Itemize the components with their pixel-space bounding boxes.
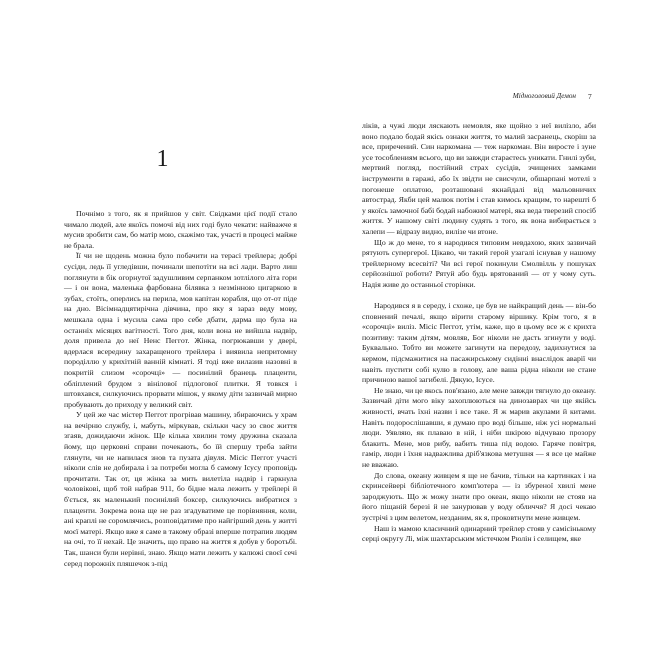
paragraph: Її чи не щодень можна було побачити на терасі трейлера; добрі сусіди, ледь її угледівши, починали шепотіти на всі лади. Варто лиш поглянути в бік огорнутої задушливим серпанком зотлілого літа гори — і он вона, маленька фарбована білявка з незмінною цигаркою в зубах, стоїть, оперлись на перила, мов капітан корабля, що от-от піде на дно. Вісімнадцятирічна дівчина, про яку я зараз веду мову, мешкала одна і мусила сама про себе дбати, дарма що була на останніх місяцях вагітності. Того дня, коли вона не вийшла надвір, доля привела до неї Ненс Пеггот. Жінка, погрюкавши у двері, вдерлася всередину захаращеного трейлера і виявила непритомну породіллю у крихітній ванній кімнаті. Я тоді вже вилазив назовні в покритій слизом «сорочці» — посинілий бранець плаценти, обліплений брудом з вінілової підлогової плитки. Я товкся і штовхався, силкуючись прорвати мішок, у якому діти зазвичай мирно пробувають до приходу у великий світ. (64, 251, 297, 409)
paragraph: ліків, а чужі люди ляскають немовля, яке щойно з неї вилізло, аби воно подало бодай якісь ознаки життя, то малий засранець, скоріш за все, приречений. Син наркомана — теж наркоман. Він виросте і зуне усе тособлениям всього, що ви завжди стараєтесь уникати. Гнилі зуби, мертвий погляд, постійний страх сусідів, зчищених замками інструменти в гаражі, або їх звідти не свисчули, обшарпані мотелі з погонеше оплатою, розташовані якнайдалі від мальовничих автострад. Якби цей малюк потім і став кимось кращим, то нарешті б у якоїсь замочної бабі бодай набожної матері, яка веда тверезий спосіб життя. У нашому світі людину судять з того, як вона вибирається з халепи — відразу видно, вилізе чи втоне. (362, 121, 596, 236)
right-page-body (362, 121, 596, 545)
paragraph: Наш із мамою класичний одинарний трейлер стояв у самісінькому серці округу Лі, між шахтарським містечком Рюлін і селищем, яке (362, 523, 596, 544)
left-page-body (64, 209, 297, 569)
paragraph: Не знаю, чи це якось пов'язано, але мене завжди тягнуло до океану. Зазвичай діти мого віку захоплюються на динозаврах чи ще якійсь живності, вчать їхні назви і все таке. Я ж марив акулами й китами. Навіть подорослішавши, я думаю про воді більше, ніж усі нормальні люди. Уявляю, як плаваю в ній, і ніби шкірою відчуваю прозору блакить. Мене, мов рибу, вабить тиша під водою. Гаряче повітря, гамір, люди і їхня надважлива дріб'язкова метушня — я все це майже не вважаю. (362, 385, 596, 469)
paragraph: У цей же час містер Пеггот прогрівав машину, збираючись у храм на вечірню службу, і, мабуть, міркував, скільки часу зо своє життя згаяв, дожидаючи жінок. Ще кілька хвилин тому дружина сказала йому, що церковні справи почекають, бо їй спершу треба зайти глянути, чи не напилася знов та пузата дівуля. Місіс Пеггот участі ніколи слів не добирала і за потреби могла б самому Ісусу проповідь прочитати. Так от, ця жінка за мить вилетіла надвір і гаркнула чоловікові, щоб той набрав 911, бо бідне мала лежить у трейлері й б'ється, як маленький посинілий боксер, силкуючись вибратися з плаценти. Зокрема вона ще не раз згадуватиме це порівняння, коли, ані краплі не соромлячись, розповідатиме про найгірший день у житті моєї матері. Якщо вже я саме в такому образі вперше потрапив людям на очі, то її нехай. Це значить, що право на життя я добув у боротьбі. Так, шанси були нерівні, знаю. Якщо мати лежить у калюжі своєї сечі серед порожніх пляшечок з-під (64, 410, 297, 568)
chapter-number: 1 (156, 146, 169, 172)
running-head: Мідноголовий Демон (512, 92, 576, 100)
paragraph: Що ж до мене, то я народився типовим невдахою, яких зазвичай рятують супергерої. Цікаво, чи такий герой узагалі існував у нашому трейлерному всесвіті? Чи всі герої покинули Смолвілль у пошуках серйознішої роботи? Рятуй або будь врятований — от у чому суть. Надія живе до останньої сторінки. (362, 237, 596, 289)
paragraph: Народився я в середу, і схоже, це був не найкращий день — він-бо сповнений печалі, якщо вірити старому віршику. Крім того, я в «сорочці» виліз. Місіс Пеггот, утім, каже, що в цьому все ж є крихта позитиву: таким дітям, мовляв, Бог ніколи не дасть згинути у воді. Буквально. Тобто ви можете загинути на передозу, задихнутися за кермом, підсмажитися на пасажирському сидінні внаслідок аварії чи навіть пустити собі кулю в голову, але ваша рідна ніколи не стане причиною вашої загибелі. Дякую, Ісусе. (362, 301, 596, 385)
paragraph: До слова, океану живцем я ще не бачив, тільки на картинках і на скринсейвері бібліотечного комп'ютера — із збуреної хвилі мене зароджують. Що ж можу знати про океан, якщо ніколи не стояв на його піщаній березі й не занурював у воду обличчя? Я досі чекаю зустрічі з цим велетом, незданим, як я, проковтнути мене живцем. (362, 470, 596, 522)
page-number: 7 (588, 92, 592, 101)
paragraph: Почнімо з того, як я прийшов у світ. Свідками цієї події стало чимало людей, але якоїсь помочі від них годі було чекати: найважче я мусив зробити сам, бо матір мою, скажімо так, участі в процесі майже не брала. (64, 209, 297, 250)
